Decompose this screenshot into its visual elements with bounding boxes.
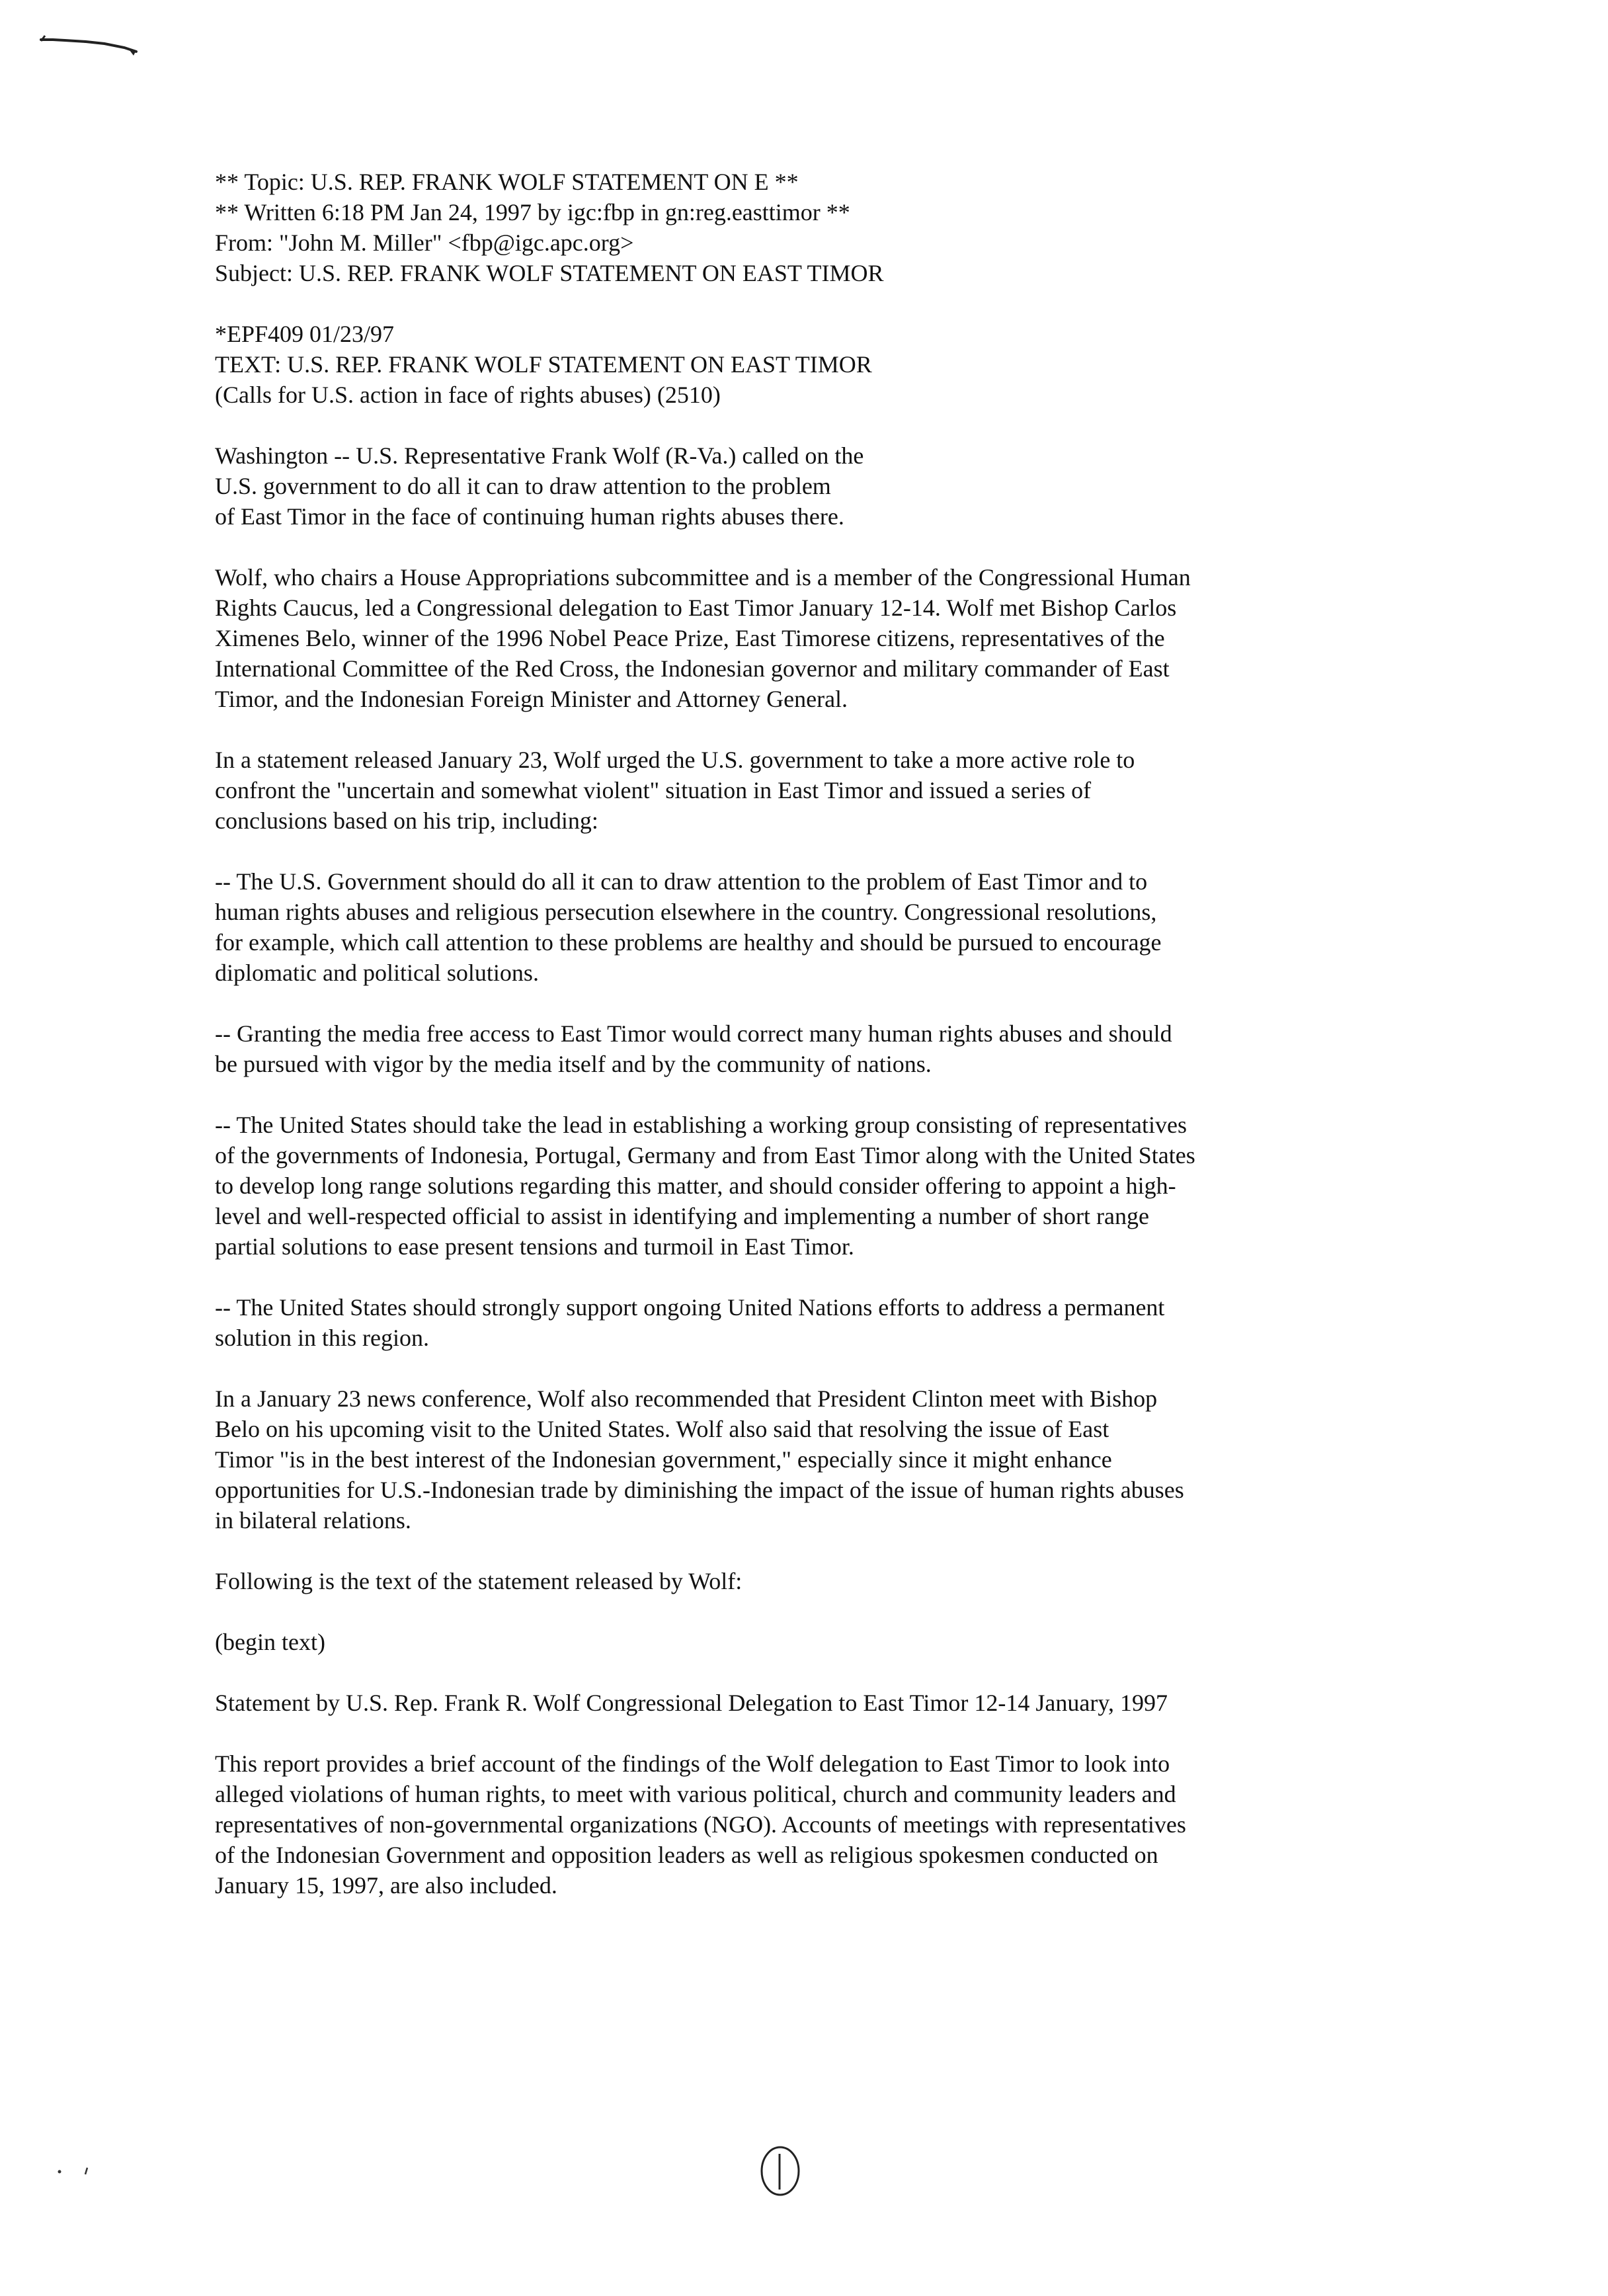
paragraph-6 [215, 1110, 1425, 1262]
paragraph-line: Ximenes Belo, winner of the 1996 Nobel Peace Prize, East Timorese citizens, representatives of the [215, 625, 1165, 651]
paragraph-line: Wolf, who chairs a House Appropriations subcommittee and is a member of the Congressional Human [215, 564, 1191, 591]
paragraph-3 [215, 745, 1425, 836]
paragraph-1 [215, 440, 1425, 532]
message-header [215, 167, 1425, 288]
paragraph-7 [215, 1292, 1425, 1353]
paragraph-line: conclusions based on his trip, including: [215, 807, 598, 834]
paragraph-2 [215, 562, 1425, 714]
paragraph-line: Timor, and the Indonesian Foreign Minister and Attorney General. [215, 686, 848, 712]
paragraph-line: Statement by U.S. Rep. Frank R. Wolf Congressional Delegation to East Timor 12-14 January, 1997 [215, 1690, 1168, 1716]
release-code: *EPF409 01/23/97 [215, 321, 395, 347]
release-summary: (Calls for U.S. action in face of rights abuses) (2510) [215, 382, 721, 408]
subject-line: Subject: U.S. REP. FRANK WOLF STATEMENT ON EAST TIMOR [215, 260, 884, 286]
paragraph-line: opportunities for U.S.-Indonesian trade by diminishing the impact of the issue of human rights abuses [215, 1477, 1184, 1503]
paragraph-8 [215, 1383, 1425, 1536]
paragraph-line: confront the "uncertain and somewhat violent" situation in East Timor and issued a series of [215, 777, 1092, 803]
paragraph-line: solution in this region. [215, 1325, 429, 1351]
paragraph-line: Following is the text of the statement released by Wolf: [215, 1568, 743, 1594]
paragraph-12 [215, 1748, 1425, 1901]
release-header [215, 319, 1425, 410]
paragraph-line: for example, which call attention to these problems are healthy and should be pursued to encourage [215, 929, 1162, 956]
paragraph-line: to develop long range solutions regarding this matter, and should consider offering to appoint a high- [215, 1172, 1176, 1199]
paragraph-line: -- The United States should take the lead in establishing a working group consisting of representatives [215, 1112, 1187, 1138]
paragraph-line: International Committee of the Red Cross, the Indonesian governor and military commander of East [215, 655, 1170, 682]
written-line: ** Written 6:18 PM Jan 24, 1997 by igc:fbp in gn:reg.easttimor ** [215, 199, 850, 226]
from-line: From: "John M. Miller" <fbp@igc.apc.org> [215, 229, 634, 256]
paragraph-line: of East Timor in the face of continuing human rights abuses there. [215, 503, 844, 530]
paragraph-line: In a statement released January 23, Wolf urged the U.S. government to take a more active role to [215, 747, 1135, 773]
paragraph-line: Timor "is in the best interest of the Indonesian government," especially since it might enhance [215, 1446, 1112, 1473]
paragraph-line: January 15, 1997, are also included. [215, 1872, 557, 1899]
paragraph-line: be pursued with vigor by the media itself and by the community of nations. [215, 1051, 932, 1077]
paragraph-line: diplomatic and political solutions. [215, 960, 539, 986]
paragraph-5 [215, 1018, 1425, 1079]
paragraph-10 [215, 1627, 1425, 1657]
paragraph-line: level and well-respected official to assist in identifying and implementing a number of short range [215, 1203, 1149, 1229]
paragraph-line: representatives of non-governmental organizations (NGO). Accounts of meetings with representatives [215, 1811, 1186, 1838]
paragraph-line: partial solutions to ease present tensions and turmoil in East Timor. [215, 1233, 854, 1260]
paragraph-line: Belo on his upcoming visit to the United States. Wolf also said that resolving the issue of East [215, 1416, 1109, 1442]
paragraph-line: of the governments of Indonesia, Portugal, Germany and from East Timor along with the United States [215, 1142, 1195, 1168]
paragraph-4 [215, 866, 1425, 988]
scan-artifact [54, 2164, 94, 2177]
paragraph-line: Rights Caucus, led a Congressional delegation to East Timor January 12-14. Wolf met Bishop Carlos [215, 594, 1177, 621]
paragraph-line: alleged violations of human rights, to meet with various political, church and community leaders and [215, 1781, 1176, 1807]
paragraph-line: (begin text) [215, 1629, 325, 1655]
staple-mark [40, 33, 139, 60]
paragraph-9 [215, 1566, 1425, 1596]
handwritten-page-number [754, 2139, 807, 2199]
paragraph-line: In a January 23 news conference, Wolf also recommended that President Clinton meet with Bishop [215, 1385, 1158, 1412]
paragraph-line: Washington -- U.S. Representative Frank Wolf (R-Va.) called on the [215, 442, 864, 469]
paragraph-line: of the Indonesian Government and opposition leaders as well as religious spokesmen conducted on [215, 1842, 1158, 1868]
paragraph-line: human rights abuses and religious persecution elsewhere in the country. Congressional resolutions, [215, 899, 1157, 925]
release-text-title: TEXT: U.S. REP. FRANK WOLF STATEMENT ON EAST TIMOR [215, 351, 872, 378]
paragraph-line: -- Granting the media free access to East Timor would correct many human rights abuses and should [215, 1020, 1172, 1047]
paragraph-line: This report provides a brief account of the findings of the Wolf delegation to East Timor to look into [215, 1750, 1170, 1777]
paragraph-11 [215, 1688, 1425, 1718]
topic-line: ** Topic: U.S. REP. FRANK WOLF STATEMENT ON E ** [215, 169, 799, 195]
paragraph-line: -- The U.S. Government should do all it can to draw attention to the problem of East Timor and to [215, 868, 1148, 895]
document-body [215, 167, 1425, 1930]
paragraph-line: in bilateral relations. [215, 1507, 411, 1534]
paragraph-line: U.S. government to do all it can to draw attention to the problem [215, 473, 831, 499]
paragraph-line: -- The United States should strongly support ongoing United Nations efforts to address a permanent [215, 1294, 1165, 1321]
